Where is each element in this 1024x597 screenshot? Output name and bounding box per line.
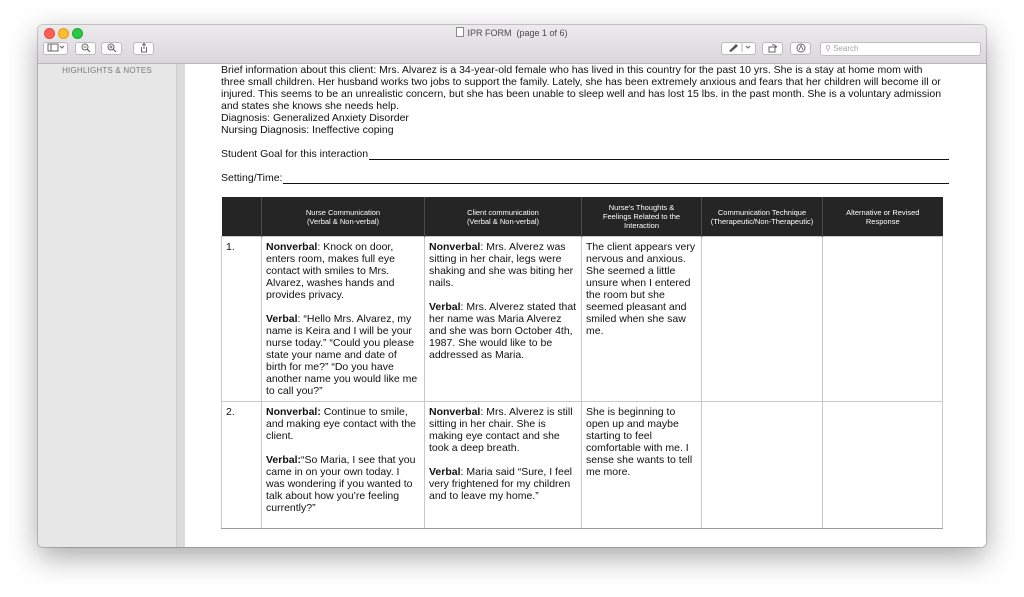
alternative-response-cell[interactable] xyxy=(823,402,943,529)
row-number: 2. xyxy=(222,402,262,529)
header-text: Feelings Related to the xyxy=(602,212,681,221)
pen-icon xyxy=(725,43,753,52)
header-text: (Verbal & Non-verbal) xyxy=(306,216,380,226)
window-title-text: IPR FORM xyxy=(467,28,512,38)
table-row xyxy=(222,237,943,402)
sidebar-divider[interactable] xyxy=(177,64,185,547)
verbal-label: Verbal: xyxy=(266,454,302,466)
setting-time-field xyxy=(221,172,949,184)
header-nurse-communication xyxy=(262,197,425,237)
document-icon xyxy=(456,27,464,37)
sidebar-toggle-button[interactable] xyxy=(43,42,68,55)
header-text: Alternative or Revised xyxy=(846,207,920,217)
header-text: Response xyxy=(865,216,900,226)
window-title xyxy=(38,27,986,38)
header-text: Nurse Communication xyxy=(305,207,381,217)
sidebar xyxy=(38,64,177,547)
nurse-communication-cell xyxy=(262,237,425,402)
document-page xyxy=(185,64,986,547)
header-client-communication xyxy=(425,197,582,237)
setting-time-line xyxy=(283,174,949,184)
zoom-in-button[interactable] xyxy=(101,42,122,55)
student-goal-label: Student Goal for this interaction xyxy=(221,148,369,160)
nonverbal-label: Nonverbal xyxy=(266,241,318,253)
header-communication-technique xyxy=(702,197,823,237)
nonverbal-label: Nonverbal: xyxy=(266,406,321,418)
header-alternative-response xyxy=(823,197,943,237)
client-verbal-text: : Mrs. Alverez stated that her name was Maria Alverez and she was born October 4th, 1987. She would like to be addressed as Maria. xyxy=(429,301,577,361)
annotate-icon xyxy=(796,43,806,53)
diagnosis: Diagnosis: Generalized Anxiety Disorder xyxy=(221,112,409,124)
client-nonverbal-text: : Mrs. Alverez is still sitting in her chair. She is making eye contact and she took a deep breath. xyxy=(429,406,573,454)
header-text: Client communication xyxy=(467,207,539,217)
header-number xyxy=(222,197,262,237)
share-icon xyxy=(139,43,149,53)
header-text: Interaction xyxy=(623,221,660,230)
client-communication-cell xyxy=(425,237,582,402)
client-brief: Brief information about this client: Mrs. Alvarez is a 34-year-old female who has lived in this country for the past 10 yrs. She is a stay at home mom with three small children. Her husband works two jobs to support the family. Lately, she has been extremely anxious and fears that her children will become ill or injured. This seems to be an unrealistic concern, but she has been unable to sleep well and has lost 15 lbs. in the past month. She is a voluntary admission and states she knows she needs help. xyxy=(221,64,942,112)
nurse-verbal-text: “So Maria, I see that you came in on your own today. I was wondering if you wanted to talk about how you’re feeling currently?” xyxy=(266,454,416,514)
student-goal-line xyxy=(369,150,949,160)
client-nonverbal-text: : Mrs. Alverez was sitting in her chair, legs were shaking and she was biting her nails. xyxy=(429,241,574,289)
header-text: Communication Technique xyxy=(717,207,807,217)
zoom-out-button[interactable] xyxy=(75,42,96,55)
row-number: 1. xyxy=(222,237,262,402)
sidebar-heading: HIGHLIGHTS & NOTES xyxy=(62,66,152,75)
nurse-thoughts-cell: The client appears very nervous and anxious. She seemed a little unsure when I entered the room but she seemed pleasant and smiled when she saw me. xyxy=(582,237,702,402)
header-nurse-thoughts xyxy=(582,197,702,237)
document-body xyxy=(221,64,949,184)
ipr-table xyxy=(221,197,943,529)
verbal-label: Verbal xyxy=(429,301,461,313)
client-verbal-text: : Maria said “Sure, I feel very frightened for my children and to leave my home.” xyxy=(429,466,572,502)
student-goal-field xyxy=(221,148,949,160)
setting-time-label: Setting/Time: xyxy=(221,172,283,184)
annotate-button[interactable] xyxy=(790,42,811,55)
header-text: Nurse's Thoughts & xyxy=(608,203,675,212)
table-row xyxy=(222,402,943,529)
verbal-label: Verbal xyxy=(429,466,461,478)
communication-technique-cell[interactable] xyxy=(702,237,823,402)
nurse-thoughts-cell: She is beginning to open up and maybe starting to feel comfortable with me. I sense she wants to tell me more. xyxy=(582,402,702,529)
search-input[interactable] xyxy=(820,42,981,56)
search-icon: ⚲ xyxy=(825,44,831,53)
share-button[interactable] xyxy=(133,42,154,55)
nurse-communication-cell xyxy=(262,402,425,529)
communication-technique-cell[interactable] xyxy=(702,402,823,529)
zoom-in-icon xyxy=(107,43,117,53)
alternative-response-cell[interactable] xyxy=(823,237,943,402)
table-header-row xyxy=(222,197,943,237)
markup-button[interactable] xyxy=(721,42,756,55)
verbal-label: Verbal xyxy=(266,313,298,325)
nurse-nonverbal-text: Continue to smile, and making eye contact with the client. xyxy=(266,406,417,442)
client-communication-cell xyxy=(425,402,582,529)
header-text: (Therapeutic/Non-Therapeutic) xyxy=(710,216,814,226)
titlebar xyxy=(38,25,986,64)
nonverbal-label: Nonverbal xyxy=(429,406,481,418)
sidebar-icon xyxy=(47,43,65,52)
nurse-nonverbal-text: : Knock on door, enters room, makes full eye contact with smiles to Mrs. Alvarez, washes hands and provides privacy. xyxy=(266,241,395,301)
zoom-out-icon xyxy=(81,43,91,53)
preview-window xyxy=(38,25,986,547)
search-placeholder: Search xyxy=(833,44,859,53)
nurse-verbal-text: : “Hello Mrs. Alvarez, my name is Keira and I will be your nurse today.” “Could you please state your name and date of birth for me?” “Do you have another name you would like me to call you?” xyxy=(266,313,418,397)
header-text: (Verbal & Non-verbal) xyxy=(466,216,540,226)
rotate-button[interactable] xyxy=(762,42,783,55)
page-indicator: (page 1 of 6) xyxy=(516,28,568,38)
nursing-diagnosis: Nursing Diagnosis: Ineffective coping xyxy=(221,124,394,136)
nonverbal-label: Nonverbal xyxy=(429,241,481,253)
rotate-icon xyxy=(768,43,778,53)
